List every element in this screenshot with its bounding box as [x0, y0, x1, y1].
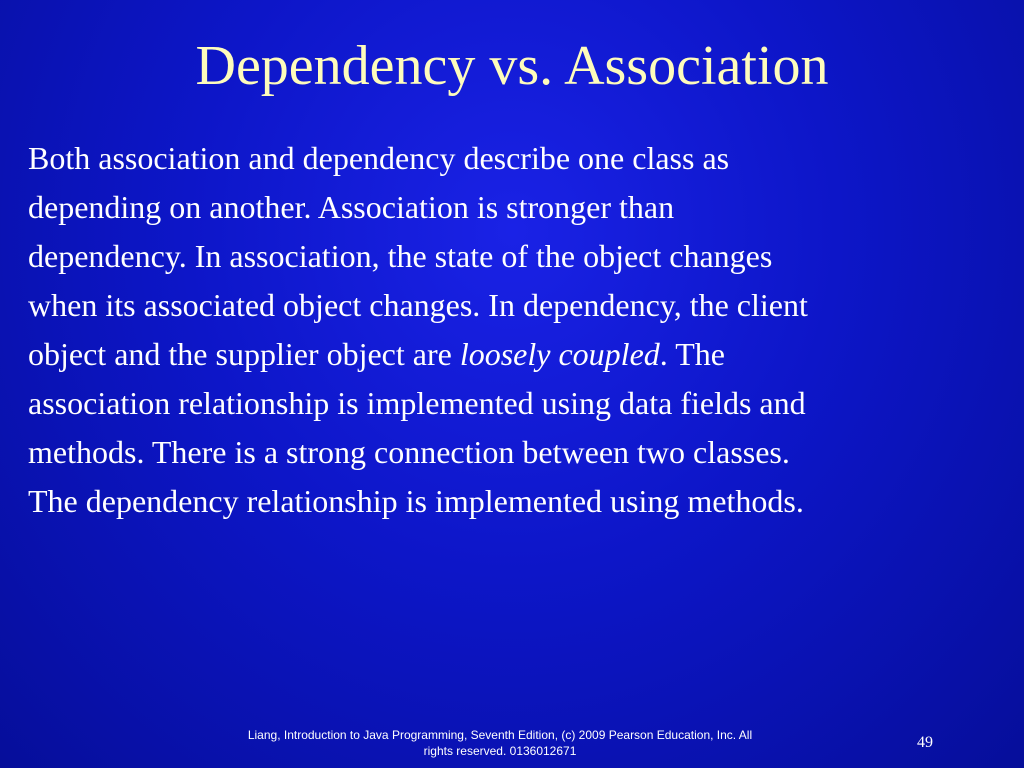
italic-term: loosely coupled — [459, 336, 660, 372]
body-text-segment: . The — [659, 336, 725, 372]
body-line: The dependency relationship is implemented using methods. — [28, 483, 804, 519]
body-line — [28, 330, 1003, 379]
body-line: association relationship is implemented using data fields and — [28, 385, 806, 421]
body-line: depending on another. Association is stronger than — [28, 189, 675, 225]
footer-line: rights reserved. 0136012671 — [423, 744, 577, 758]
body-text-segment: object and the supplier object are — [28, 336, 460, 372]
slide-title: Dependency vs. Association — [195, 35, 829, 97]
body-line: dependency. In association, the state of the object changes — [28, 238, 773, 274]
slide-body — [28, 134, 1003, 526]
page-number: 49 — [917, 734, 933, 751]
footer-line: Liang, Introduction to Java Programming, Seventh Edition, (c) 2009 Pearson Education, Inc. All — [247, 728, 753, 742]
slide-footer — [190, 727, 810, 759]
body-line: methods. There is a strong connection between two classes. — [28, 434, 790, 470]
body-line: when its associated object changes. In dependency, the client — [28, 287, 808, 323]
body-line: Both association and dependency describe one class as — [28, 140, 730, 176]
